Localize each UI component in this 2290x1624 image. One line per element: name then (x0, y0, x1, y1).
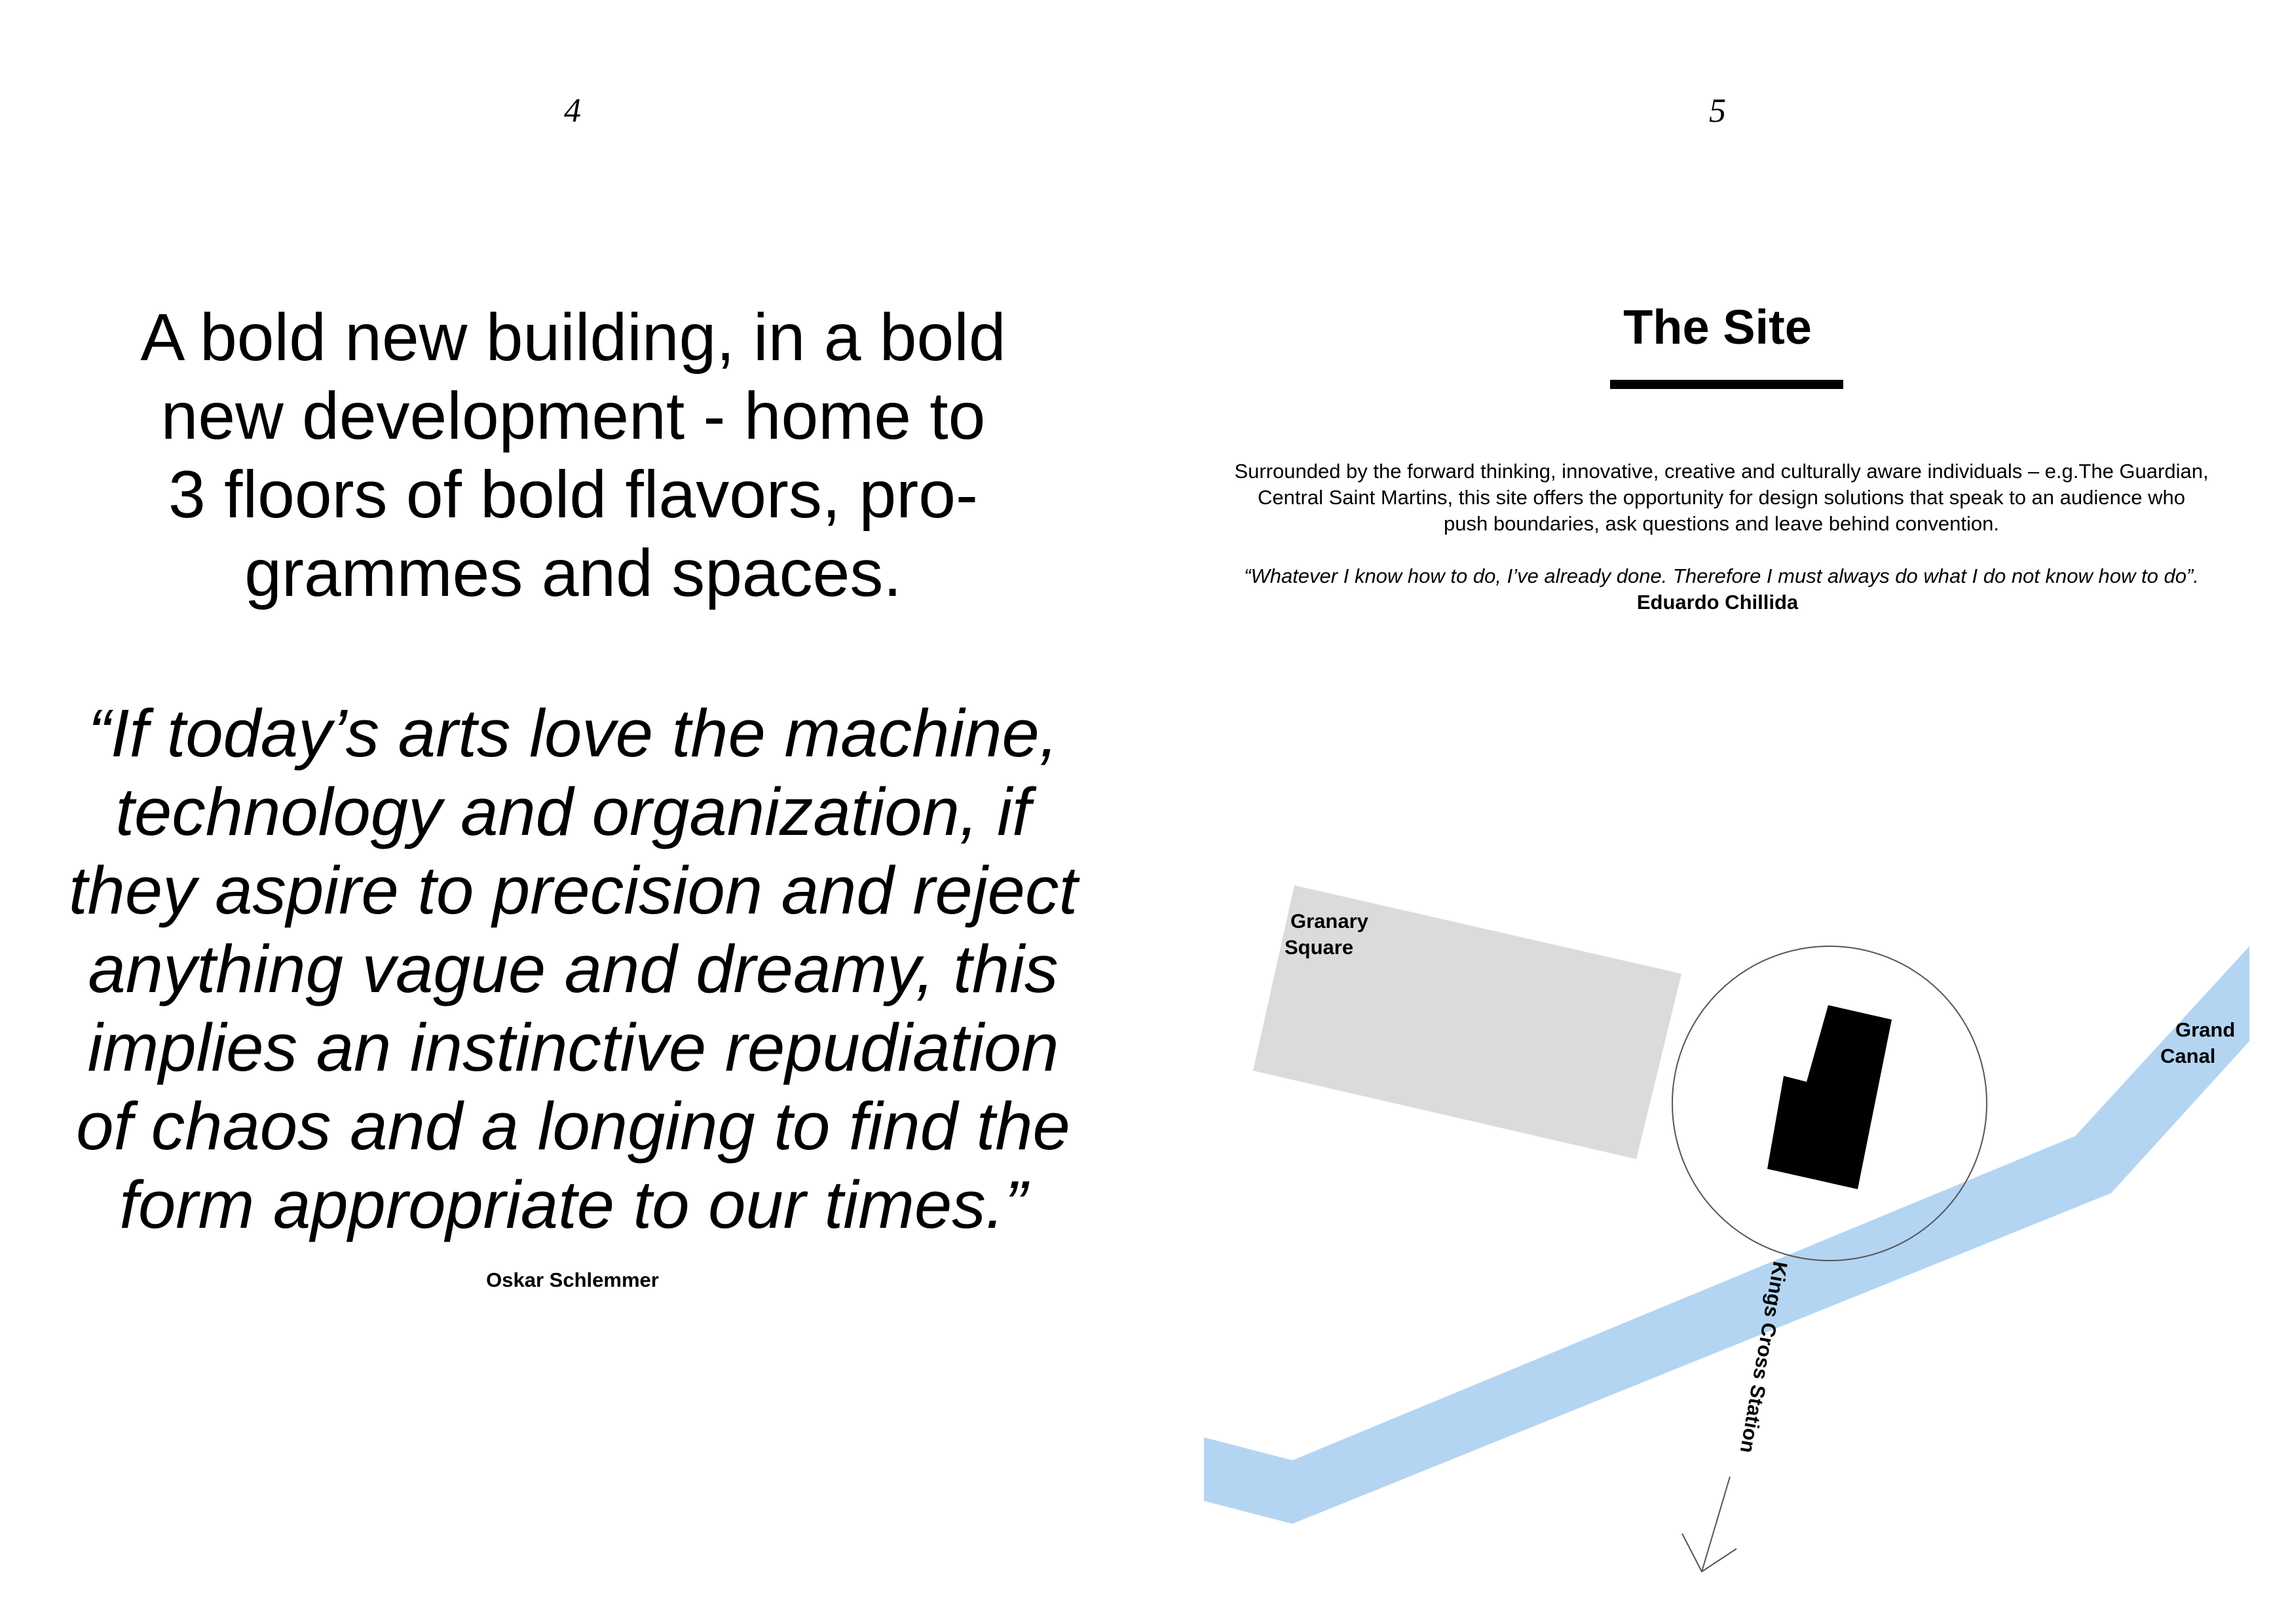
pull-quote: “If today’s arts love the machine, technology and organization, if they aspire to precision and reject anything vague and dreamy, this implies an instinctive repudiation of chaos and a longing to find the form appropriate to our times.” (68, 695, 1078, 1242)
building-footprint (1767, 1005, 1892, 1189)
right-page (1145, 0, 2290, 1624)
kings-cross-station-label: Kings Cross Station (1735, 1259, 1792, 1455)
page-number-left: 4 (564, 92, 581, 130)
site-description: Surrounded by the forward thinking, innovative, creative and culturally aware individuals – e.g.The Guardian, Central Saint Martins, this site offers the opportunity for design solutions that speak to an audience who push boundaries, ask questions and leave behind convention. (1234, 460, 2209, 535)
headline: A bold new building, in a bold new development - home to 3 floors of bold flavors, pro- grammes and spaces. (140, 300, 1006, 610)
quote-attribution: Oskar Schlemmer (486, 1268, 659, 1291)
grand-canal-label-2: Canal (2160, 1044, 2216, 1067)
granary-square-label-2: Square (1285, 936, 1354, 959)
site-map (1145, 0, 2290, 1624)
station-arrow-head (1682, 1534, 1736, 1572)
page-number-right: 5 (1709, 92, 1726, 130)
site-quote-author: Eduardo Chillida (1636, 591, 1799, 614)
grand-canal-label-1: Grand (2175, 1018, 2236, 1041)
section-title: The Site (1623, 300, 1812, 354)
station-arrow-line (1702, 1477, 1730, 1572)
granary-square-label-1: Granary (1290, 910, 1368, 932)
site-quote: “Whatever I know how to do, I’ve already done. Therefore I must always do what I do not know how to do”. (1244, 564, 2199, 587)
